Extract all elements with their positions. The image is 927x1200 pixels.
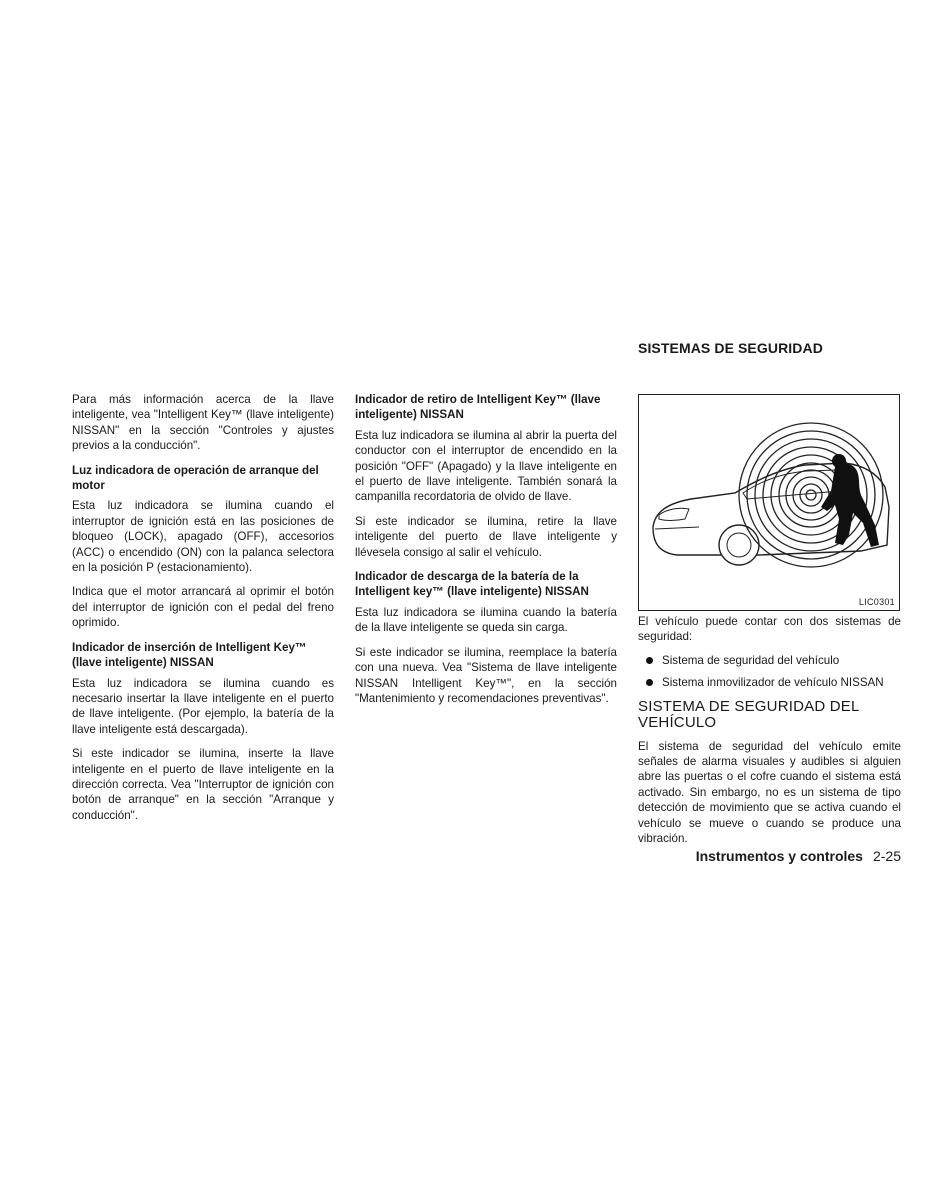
security-system-figure <box>638 394 900 611</box>
chapter-title: Instrumentos y controles <box>695 848 863 864</box>
paragraph: Esta luz indicadora se ilumina cuando la batería de la llave inteligente se queda sin carga. <box>355 605 617 635</box>
heading-key-removal-indicator: Indicador de retiro de Intelligent Key™ (llave inteligente) NISSAN <box>355 393 601 422</box>
security-systems-list <box>638 653 901 691</box>
heading-key-battery-indicator: Indicador de descarga de la batería de la Intelligent key™ (llave inteligente) NISSAN <box>355 570 589 599</box>
column-right <box>638 614 901 855</box>
bullet-icon <box>646 679 653 686</box>
paragraph: Para más información acerca de la llave inteligente, vea "Intelligent Key™ (llave inteligente) NISSAN" en la sección "Controles y ajustes previos a la conducción". <box>72 393 334 453</box>
list-item-text: Sistema de seguridad del vehículo <box>662 653 840 667</box>
paragraph: Si este indicador se ilumina, inserte la llave inteligente en el puerto de llave inteligente en la dirección correcta. Vea "Interruptor de ignición con botón de arranque" en la sección "Arranque y conducción". <box>72 747 334 822</box>
page-footer <box>600 848 901 864</box>
section-title: SISTEMAS DE SEGURIDAD <box>638 340 823 356</box>
car-alarm-illustration <box>639 395 899 610</box>
list-item-text: Sistema inmovilizador de vehículo NISSAN <box>662 676 884 690</box>
paragraph: Indica que el motor arrancará al oprimir el botón del interruptor de ignición con el pedal del freno oprimido. <box>72 585 334 630</box>
paragraph: Esta luz indicadora se ilumina cuando el interruptor de ignición está en las posiciones de bloqueo (LOCK), apagado (OFF), accesorios (ACC) o encendido (ON) con la palanca selectora en la posición P (estacionamiento). <box>72 499 334 575</box>
list-item <box>638 653 901 668</box>
paragraph: El sistema de seguridad del vehículo emite señales de alarma visuales y audibles si alguien abre las puertas o el cofre cuando el sistema está activado. Sin embargo, no es un sistema de tipo detección de movimiento que se activa cuando el vehículo se mueve o cuando se produce una vibración. <box>638 739 901 846</box>
figure-code: LIC0301 <box>858 597 895 607</box>
list-item <box>638 675 901 690</box>
paragraph: El vehículo puede contar con dos sistemas de seguridad: <box>638 615 901 644</box>
paragraph: Si este indicador se ilumina, reemplace la batería con una nueva. Vea "Sistema de llave inteligente NISSAN Intelligent Key™", en la sección "Mantenimiento y recomendaciones preventivas". <box>355 645 617 705</box>
heading-key-insert-indicator: Indicador de inserción de Intelligent Key™ (llave inteligente) NISSAN <box>72 640 307 670</box>
bullet-icon <box>646 657 653 664</box>
subsection-title: SISTEMA DE SEGURIDAD DEL VEHÍCULO <box>638 697 859 731</box>
page-number: 2-25 <box>872 848 901 864</box>
heading-engine-start-indicator: Luz indicadora de operación de arranque del motor <box>72 463 319 493</box>
column-left <box>72 392 334 832</box>
paragraph: Esta luz indicadora se ilumina cuando es necesario insertar la llave inteligente en el puerto de llave inteligente. (Por ejemplo, la batería de la llave inteligente está descargada). <box>72 676 334 736</box>
paragraph: Esta luz indicadora se ilumina al abrir la puerta del conductor con el interruptor de encendido en la posición "OFF" (Apagado) y la llave inteligente en el puerto de llave inteligente. También sonará la campanilla recordatoria de olvido de llave. <box>355 428 617 504</box>
column-middle <box>355 392 617 715</box>
paragraph: Si este indicador se ilumina, retire la llave inteligente del puerto de llave inteligente y llévesela consigo al salir el vehículo. <box>355 514 617 559</box>
